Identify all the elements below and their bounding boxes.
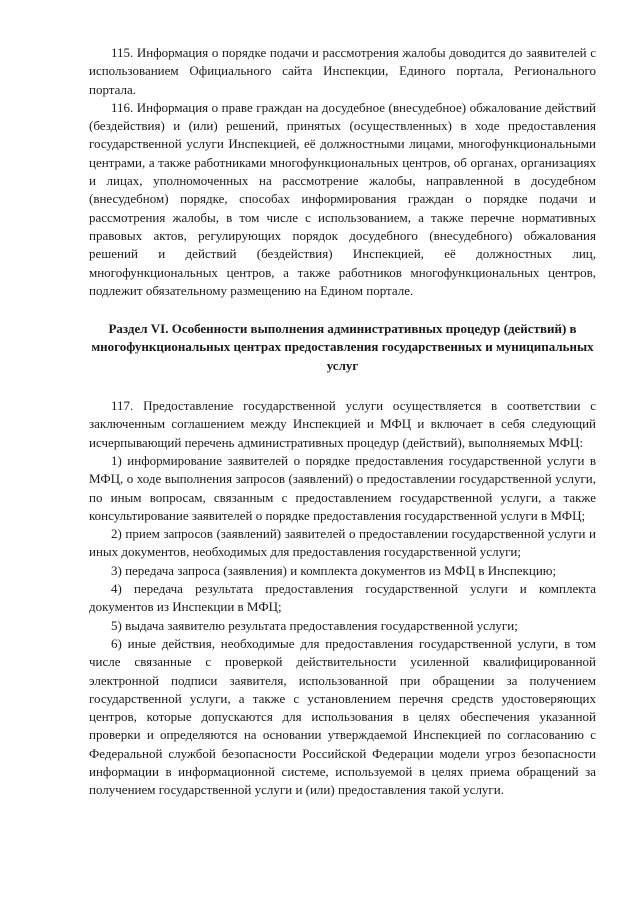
paragraph-116: 116. Информация о праве граждан на досудебное (внесудебное) обжалование действий (бездействия) и (или) решений, принятых (осуществленных) в ходе предоставления государственной услуги Инспекцией, её должностными лицами, многофункциональными центрами, а также работниками многофункциональных центров, об органах, организациях и лицах, уполномоченных на рассмотрение жалобы, направленной в досудебном (внесудебном) порядке, способах информирования граждан о порядке подачи и рассмотрения жалобы, в том числе с использованием, а также перечне нормативных правовых актов, регулирующих порядок досудебного (внесудебного) обжалования решений и действий (бездействия) Инспекцией, её должностных лиц, многофункциональных центров, а также работников многофункциональных центров, подлежит обязательному размещению на Едином портале.: [89, 99, 596, 298]
paragraph-115: 115. Информация о порядке подачи и рассмотрения жалобы доводится до заявителей с использованием Официального сайта Инспекции, Единого портала, Регионального портала.: [89, 45, 596, 97]
list-item-6: 6) иные действия, необходимые для предоставления государственной услуги, в том числе связанные с проверкой действительности усиленной квалифицированной электронной подписи заявителя, использованной при обращении за получением государственной услуги, а также с установлением перечня средств удостоверяющих центров, которые допускаются для использования в целях обеспечения указанной проверки и определяются на основании утверждаемой Инспекцией по согласованию с Федеральной службой безопасности Российской Федерации модели угроз безопасности информации в информационной системе, используемой в целях приема обращений за получением государственной услуги и (или) предоставления такой услуги.: [89, 635, 596, 798]
list-item-3: 3) передача запроса (заявления) и комплекта документов из МФЦ в Инспекцию;: [111, 562, 557, 578]
list-item-2: 2) прием запросов (заявлений) заявителей о предоставлении государственной услуги и иных документов, необходимых для предоставления государственной услуги;: [89, 526, 596, 560]
list-item-5: 5) выдача заявителю результата предоставления государственной услуги;: [111, 617, 518, 633]
section-heading: Раздел VI. Особенности выполнения административных процедур (действий) в многофункциональных центрах предоставления государственных и муниципальных услуг: [91, 321, 594, 373]
list-item-4: 4) передача результата предоставления государственной услуги и комплекта документов из Инспекции в МФЦ;: [89, 581, 596, 615]
paragraph-117: 117. Предоставление государственной услуги осуществляется в соответствии с заключенным соглашением между Инспекцией и МФЦ и включает в себя следующий исчерпывающий перечень административных процедур (действий), выполняемых МФЦ:: [89, 398, 596, 450]
list-item-1: 1) информирование заявителей о порядке предоставления государственной услуги в МФЦ, о ходе выполнения запросов (заявлений) о предоставлении государственной услуги, по иным вопросам, связанным с предоставлением государственной услуги, а также консультирование заявителей о порядке предоставления государственной услуги в МФЦ;: [89, 452, 596, 523]
